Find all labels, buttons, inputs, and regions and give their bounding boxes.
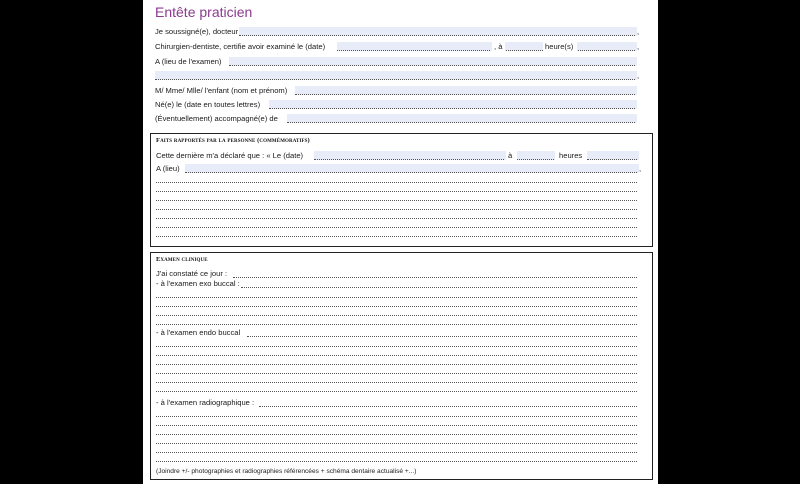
comma: ,: [637, 27, 640, 36]
attachments-note: (Joindre +/- photographies et radiographies référencées + schéma dentaire actualisé +...): [156, 468, 417, 475]
dotted-line: [156, 346, 637, 347]
dotted-line: [156, 355, 637, 356]
facts-declared-label: Cette dernière m'a déclaré que : « Le (date): [156, 151, 304, 160]
dotted-line: [156, 391, 637, 392]
dotted-line: [259, 406, 637, 407]
dotted-line: [229, 65, 635, 66]
dotted-line: [156, 461, 637, 462]
companion-label: (Éventuellement) accompagné(e) de: [155, 114, 278, 123]
dotted-line: [156, 443, 637, 444]
dotted-line: [506, 50, 543, 51]
dotted-line: [578, 50, 635, 51]
dotted-line: [314, 159, 504, 160]
at-label: , à: [494, 42, 503, 51]
dotted-line: [287, 122, 635, 123]
dotted-line: [156, 227, 637, 228]
dotted-line: [156, 324, 637, 325]
facts-box-title: Faits rapportés par la personne (commémoratifs): [156, 137, 310, 144]
radiographic-label: - à l'examen radiographique :: [156, 398, 255, 407]
dotted-line: [156, 434, 637, 435]
dotted-line: [156, 182, 637, 183]
dotted-line: [247, 336, 637, 337]
dotted-line: [185, 172, 637, 173]
dotted-line: [155, 79, 635, 80]
dotted-line: [156, 297, 637, 298]
dotted-line: [156, 306, 637, 307]
exo-buccal-label: - à l'examen exo buccal :: [156, 279, 240, 288]
endo-buccal-label: - à l'examen endo buccal: [156, 328, 241, 337]
facts-hours-label: heures: [559, 151, 583, 160]
exam-place-label: A (lieu de l'examen): [155, 57, 222, 66]
page-title: Entête praticien: [155, 4, 253, 20]
hours-label: heure(s): [545, 42, 574, 51]
dotted-line: [241, 287, 637, 288]
dotted-line: [156, 364, 637, 365]
certificate-page: [143, 0, 658, 484]
dotted-line: [587, 159, 637, 160]
dotted-line: [156, 452, 637, 453]
dotted-line: [156, 315, 637, 316]
facts-box: [150, 133, 653, 247]
dotted-line: [156, 218, 637, 219]
dotted-line: [156, 191, 637, 192]
doctor-label: Je soussigné(e), docteur: [155, 27, 239, 36]
dotted-line: [156, 382, 637, 383]
observed-label: J'ai constaté ce jour :: [156, 269, 228, 278]
comma: ,: [637, 42, 640, 51]
clinical-exam-title: Examen clinique: [156, 256, 208, 263]
dotted-line: [233, 277, 637, 278]
comma: ,: [639, 164, 642, 173]
dotted-line: [295, 94, 635, 95]
patient-name-label: M/ Mme/ Mlle/ l'enfant (nom et prénom): [155, 86, 288, 95]
exam-date-label: Chirurgien-dentiste, certifie avoir examiné le (date): [155, 42, 326, 51]
dotted-line: [156, 373, 637, 374]
comma: ,: [637, 71, 640, 80]
dotted-line: [269, 108, 635, 109]
dotted-line: [156, 200, 637, 201]
birth-date-label: Né(e) le (date en toutes lettres): [155, 100, 261, 109]
facts-place-label: A (lieu): [156, 164, 180, 173]
dotted-line: [517, 159, 554, 160]
dotted-line: [156, 236, 637, 237]
dotted-line: [239, 35, 635, 36]
dotted-line: [156, 209, 637, 210]
facts-at-label: à: [508, 151, 513, 160]
dotted-line: [156, 425, 637, 426]
clinical-exam-box: [150, 252, 653, 480]
dotted-line: [156, 416, 637, 417]
dotted-line: [337, 50, 490, 51]
